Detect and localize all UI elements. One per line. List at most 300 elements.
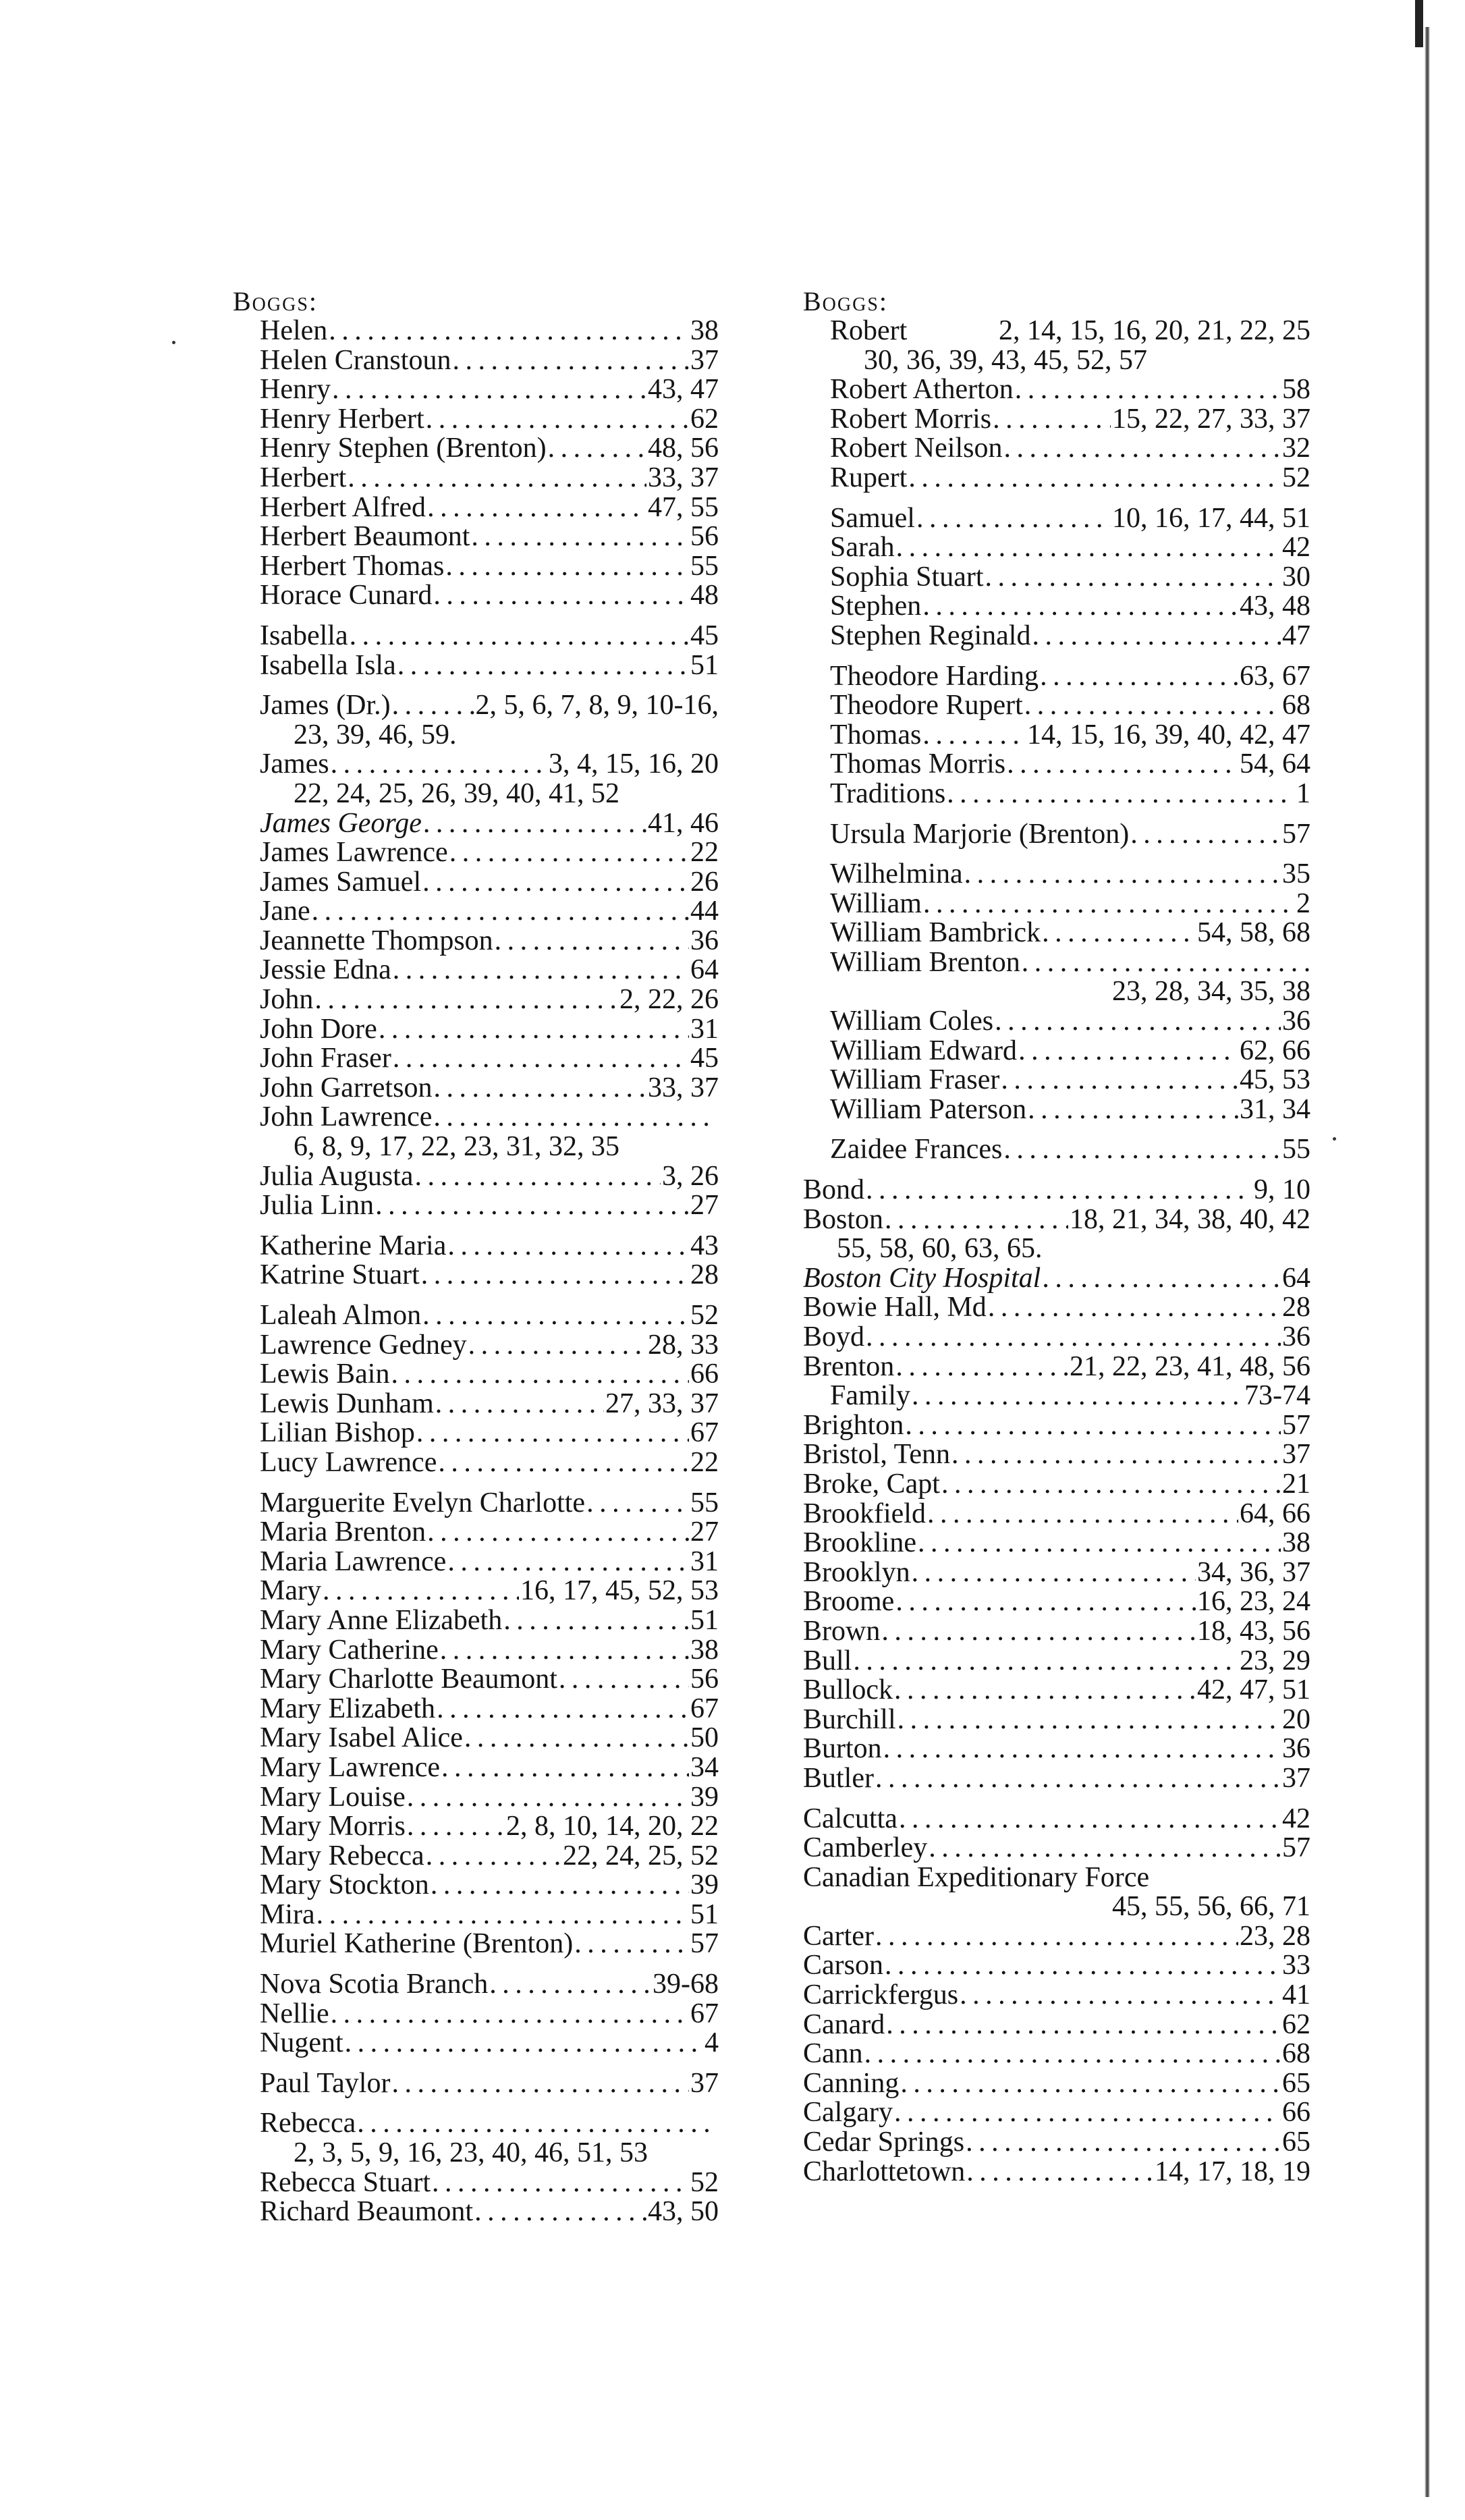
page-references: 47 (1282, 620, 1310, 651)
index-entry (803, 779, 1310, 809)
dot-leader (427, 1518, 689, 1547)
page-references: 23, 28 (1240, 1920, 1310, 1952)
dot-leader (1018, 1037, 1238, 1066)
page-references: 66 (690, 1359, 719, 1390)
index-entry (803, 1529, 1310, 1558)
index-entry (233, 1606, 719, 1636)
surname-heading: Boggs: (803, 286, 889, 317)
entry-name: Mary Rebecca (260, 1840, 424, 1871)
entry-name: James Samuel (260, 866, 422, 898)
entry-name: Traditions (830, 777, 946, 809)
page-references: 51 (690, 649, 719, 681)
dot-leader (431, 1871, 689, 1900)
entry-name: John Dore (260, 1013, 377, 1045)
entry-name: Isabella Isla (260, 649, 396, 681)
index-entry (803, 592, 1310, 622)
dot-leader (350, 622, 689, 651)
page-references: 16, 23, 24 (1197, 1586, 1310, 1618)
dot-leader (445, 552, 689, 582)
entry-name: Robert Atherton (830, 374, 1014, 406)
index-entry (803, 1440, 1310, 1470)
index-entry (233, 691, 719, 750)
page-references: 39-68 (653, 1969, 719, 2000)
entry-name: Mary Lawrence (260, 1751, 441, 1783)
index-entry (803, 1558, 1310, 1588)
page-references: 22, 24, 25, 52 (563, 1840, 719, 1871)
page-references: 62 (690, 403, 719, 435)
page-references: 33 (1282, 1950, 1310, 1981)
page-references: 58 (1282, 374, 1310, 406)
index-entry (233, 2197, 719, 2227)
page-references: 52 (690, 1300, 719, 1331)
index-column-right (803, 287, 1310, 2187)
page-references: 68 (1282, 690, 1310, 721)
page-references: 39 (690, 1869, 719, 1901)
page-references: 64, 66 (1240, 1498, 1310, 1529)
entry-name: Mary Morris (260, 1811, 406, 1842)
dot-leader (357, 2109, 717, 2139)
dot-leader (896, 533, 1281, 563)
entry-name: Family (830, 1380, 911, 1412)
index-entry (233, 1074, 719, 1103)
page-references: 31 (690, 1545, 719, 1577)
page-references: 68 (1282, 2038, 1310, 2070)
index-entry (233, 1489, 719, 1518)
entry-name: Rebecca (260, 2108, 356, 2139)
dot-leader (397, 651, 689, 681)
index-entry (803, 919, 1310, 948)
dot-leader (432, 2168, 689, 2198)
entry-name: Canadian Expeditionary Force (803, 1861, 1150, 1893)
entry-name: Sophia Stuart (830, 561, 984, 593)
entry-name: Maria Lawrence (260, 1545, 447, 1577)
entry-list (803, 317, 1310, 1165)
dot-leader (1022, 948, 1309, 978)
page-references: 45 (690, 620, 719, 651)
entry-name: Herbert Beaumont (260, 521, 470, 553)
index-entry (803, 860, 1310, 889)
index-entry (233, 346, 719, 376)
entry-name: Richard Beaumont (260, 2196, 474, 2228)
entry-name: Jane (260, 896, 310, 927)
dot-leader (908, 464, 1281, 493)
index-entry (233, 1577, 719, 1606)
page-references: 9, 10 (1254, 1174, 1310, 1206)
dot-leader (348, 464, 646, 493)
dot-leader (885, 1951, 1281, 1981)
dot-leader (966, 2158, 1153, 2187)
dot-leader (929, 1834, 1281, 1863)
page-references: 63, 67 (1240, 660, 1310, 692)
page-references: 51 (690, 1898, 719, 1930)
dot-leader (875, 1764, 1281, 1794)
dot-leader (449, 838, 689, 868)
page-references: 22 (690, 837, 719, 869)
page-references: 52 (690, 2166, 719, 2198)
index-entry (233, 838, 719, 868)
index-entry (233, 1390, 719, 1419)
dot-leader (960, 1981, 1281, 2010)
entry-name: Carrickfergus (803, 1979, 959, 2011)
dot-leader (345, 2029, 703, 2058)
page-references: 4 (704, 2027, 719, 2059)
index-entry (803, 317, 1310, 375)
entry-name: James (Dr.) (260, 690, 391, 721)
dot-leader (407, 1783, 689, 1813)
index-entry (803, 1834, 1310, 1863)
dot-leader (447, 1232, 689, 1261)
entry-name: Nova Scotia Branch (260, 1969, 489, 2000)
page-references: 34, 36, 37 (1197, 1556, 1310, 1588)
dot-leader (988, 1293, 1281, 1323)
dot-leader (433, 1074, 646, 1103)
index-entry (233, 1695, 719, 1724)
dot-leader (941, 1470, 1281, 1500)
entry-name: James Lawrence (260, 837, 448, 869)
page-references: 20 (1282, 1703, 1310, 1735)
page-references-continued: 22, 24, 25, 26, 39, 40, 41, 52 (294, 777, 619, 809)
index-entry (803, 889, 1310, 919)
index-entry (233, 1724, 719, 1753)
dot-leader (331, 2000, 689, 2029)
page-references: 2, 8, 10, 14, 20, 22 (506, 1811, 719, 1842)
index-entry (803, 1264, 1310, 1294)
index-entry (233, 1448, 719, 1478)
entry-name: Cann (803, 2038, 863, 2070)
entry-name: Thomas (830, 719, 922, 750)
page-references: 33, 37 (648, 462, 719, 493)
entry-name: Jessie Edna (260, 954, 391, 986)
entry-name: Samuel (830, 502, 915, 534)
page-references: 37 (690, 2067, 719, 2099)
entry-name: Robert Neilson (830, 433, 1003, 464)
dot-leader (423, 809, 646, 839)
index-entry (233, 1301, 719, 1331)
index-entry (233, 956, 719, 985)
page-references: 27 (690, 1516, 719, 1548)
index-entry (233, 1518, 719, 1547)
entry-name: Camberley (803, 1832, 928, 1864)
page-references: 21, 22, 23, 41, 48, 56 (1070, 1350, 1310, 1382)
index-entry (233, 405, 719, 435)
page-references: 34 (690, 1751, 719, 1783)
entry-name: Butler (803, 1762, 874, 1794)
page-references: 33, 37 (648, 1072, 719, 1103)
index-entry (803, 820, 1310, 850)
index-entry (803, 1205, 1310, 1264)
index-entry (233, 897, 719, 927)
dot-leader (379, 1015, 689, 1045)
index-entry (803, 375, 1310, 405)
page-references: 65 (1282, 2127, 1310, 2158)
index-entry (803, 750, 1310, 779)
dot-leader (323, 1577, 519, 1606)
page-references: 42 (1282, 532, 1310, 564)
entry-name: John Garretson (260, 1072, 433, 1103)
entry-name: John Lawrence (260, 1101, 433, 1133)
page-references: 52 (1282, 462, 1310, 493)
dot-leader (922, 592, 1238, 622)
page-references: 28, 33 (648, 1329, 719, 1361)
entry-name: Carter (803, 1920, 874, 1952)
dot-leader (1040, 662, 1238, 692)
dot-leader (993, 405, 1111, 435)
entry-name: William Edward (830, 1035, 1018, 1066)
surname-heading: Boggs: (233, 286, 319, 317)
entry-name: Brooklyn (803, 1556, 910, 1588)
index-entry (803, 1176, 1310, 1205)
dot-leader (894, 2098, 1281, 2128)
dot-leader (474, 2197, 646, 2227)
dot-leader (422, 868, 689, 898)
page-references-continued: 23, 28, 34, 35, 38 (1112, 976, 1310, 1008)
dot-leader (1028, 1095, 1238, 1125)
entry-name: William (830, 887, 922, 919)
index-entry (803, 1411, 1310, 1441)
index-entry (233, 927, 719, 956)
dot-leader (894, 1676, 1196, 1705)
index-entry (233, 1162, 719, 1192)
index-entry (803, 1981, 1310, 2010)
dot-leader (905, 1411, 1281, 1441)
page-references: 14, 17, 18, 19 (1155, 2156, 1310, 2187)
index-entry (803, 1381, 1310, 1411)
page-references: 54, 64 (1240, 748, 1310, 780)
index-entry (233, 750, 719, 809)
page-references: 36 (690, 925, 719, 956)
page-references: 45, 53 (1240, 1064, 1310, 1096)
dot-leader (331, 750, 547, 779)
index-entry (803, 1922, 1310, 1952)
entry-name: Calgary (803, 2097, 893, 2129)
entry-name: Herbert Thomas (260, 550, 445, 582)
page-references: 38 (690, 315, 719, 346)
entry-name: Maria Brenton (260, 1516, 426, 1548)
index-entry (233, 552, 719, 582)
dot-leader (853, 1647, 1238, 1676)
dot-leader (1024, 691, 1281, 721)
page-references-continued: 2, 3, 5, 9, 16, 23, 40, 46, 51, 53 (294, 2137, 648, 2169)
index-entry (803, 1863, 1310, 1922)
entry-name: Katherine Maria (260, 1230, 447, 1261)
index-entry (233, 2168, 719, 2198)
page-references: 67 (690, 1417, 719, 1449)
index-entry (233, 1191, 719, 1221)
entry-name: Henry Stephen (Brenton) (260, 433, 547, 464)
entry-name: Lewis Dunham (260, 1388, 434, 1419)
dot-leader (503, 1606, 689, 1636)
page-references-continued: 6, 8, 9, 17, 22, 23, 31, 32, 35 (294, 1131, 619, 1163)
page-references: 56 (690, 521, 719, 553)
entry-name: Burton (803, 1733, 882, 1765)
dot-leader (895, 1352, 1068, 1382)
dot-leader (489, 1970, 651, 2000)
index-entry (233, 493, 719, 523)
dot-leader (440, 1636, 689, 1666)
dot-leader (866, 1323, 1281, 1352)
entry-name: Carson (803, 1950, 883, 1981)
entry-name: Broke, Capt (803, 1468, 940, 1500)
dot-leader (495, 927, 689, 956)
page-references: 1 (1296, 777, 1310, 809)
page-references: 42 (1282, 1803, 1310, 1834)
page-references: 36 (1282, 1733, 1310, 1765)
dot-leader (895, 1587, 1196, 1617)
entry-name: Henry Herbert (260, 403, 424, 435)
index-entry (233, 2000, 719, 2029)
page-references: 2, 14, 15, 16, 20, 21, 22, 25 (999, 315, 1310, 346)
index-entry (233, 1783, 719, 1813)
dot-leader (1042, 1264, 1281, 1294)
page-references: 48 (690, 580, 719, 611)
page-references-continued: 45, 55, 56, 66, 71 (1112, 1891, 1310, 1923)
page-references: 47, 55 (648, 491, 719, 523)
entry-name: Henry (260, 374, 331, 406)
page-references: 27, 33, 37 (605, 1388, 719, 1419)
page-references: 3, 4, 15, 16, 20 (549, 748, 719, 780)
page-references: 31, 34 (1240, 1093, 1310, 1125)
index-entry (803, 1007, 1310, 1037)
entry-name: Stephen Reginald (830, 620, 1031, 651)
dot-leader (1042, 919, 1196, 948)
index-entry (233, 985, 719, 1015)
page-references: 55 (690, 1487, 719, 1518)
entry-name: Julia Augusta (260, 1160, 414, 1192)
dot-leader (964, 860, 1281, 889)
page-references: 36 (1282, 1006, 1310, 1037)
index-entry (803, 1676, 1310, 1705)
dot-leader (452, 346, 689, 376)
page-references: 22 (690, 1446, 719, 1478)
dot-leader (314, 985, 618, 1015)
dot-leader (375, 1191, 689, 1221)
page-references: 66 (1282, 2097, 1310, 2129)
entry-name: Lilian Bishop (260, 1417, 415, 1449)
index-entry (233, 522, 719, 552)
index-entry (803, 1135, 1310, 1165)
page-references: 51 (690, 1604, 719, 1636)
entry-name: Boston (803, 1203, 884, 1235)
index-entry (803, 622, 1310, 651)
dot-leader (897, 1705, 1281, 1735)
page-references: 28 (1282, 1292, 1310, 1323)
page-references: 41, 46 (648, 807, 719, 839)
dot-leader (966, 2128, 1281, 2158)
entry-name: Nugent (260, 2027, 343, 2059)
index-entry (233, 2109, 719, 2168)
dot-leader (332, 375, 646, 405)
page-references: 43, 48 (1240, 591, 1310, 622)
index-entry (233, 1547, 719, 1577)
entry-name: Cedar Springs (803, 2127, 965, 2158)
dot-leader (951, 1440, 1281, 1470)
dot-leader (427, 493, 646, 523)
entry-name: Brenton (803, 1350, 895, 1382)
index-entry (803, 2158, 1310, 2187)
dot-leader (916, 504, 1111, 534)
index-entry (233, 1812, 719, 1842)
index-entry (803, 1705, 1310, 1735)
entry-name: William Bambrick (830, 917, 1041, 949)
entry-name: John (260, 984, 314, 1016)
entry-name: Lawrence Gedney (260, 1329, 467, 1361)
entry-name: Bristol, Tenn (803, 1439, 950, 1471)
entry-name: Theodore Rupert (830, 690, 1023, 721)
dot-leader (426, 1842, 561, 1871)
page-references: 57 (1282, 1832, 1310, 1864)
index-entry (803, 504, 1310, 534)
page-references: 57 (1282, 1409, 1310, 1441)
page-references: 67 (690, 1693, 719, 1724)
entry-name: Mary Isabel Alice (260, 1722, 463, 1754)
entry-name: Laleah Almon (260, 1300, 422, 1331)
entry-name: Horace Cunard (260, 580, 433, 611)
entry-name: Brown (803, 1615, 881, 1647)
dot-leader (922, 721, 1026, 750)
index-entry (233, 434, 719, 464)
index-entry (803, 1293, 1310, 1323)
dot-leader (548, 434, 646, 464)
index-entry (233, 1331, 719, 1361)
entry-name: Boston City Hospital (803, 1262, 1041, 1294)
entry-name: Mary Catherine (260, 1634, 439, 1666)
entry-name: Herbert Alfred (260, 491, 426, 523)
index-entry (233, 809, 719, 839)
entry-name: Ursula Marjorie (Brenton) (830, 818, 1130, 850)
entry-name: Zaidee Frances (830, 1134, 1003, 1166)
dot-leader (447, 1547, 689, 1577)
dot-leader (885, 1205, 1068, 1235)
entry-name: Mary Elizabeth (260, 1693, 436, 1724)
index-entry (233, 581, 719, 611)
dot-leader (586, 1489, 689, 1518)
entry-name: William Coles (830, 1006, 994, 1037)
dot-leader (1130, 820, 1281, 850)
entry-name: William Paterson (830, 1093, 1027, 1125)
dot-leader (923, 889, 1295, 919)
dot-leader (927, 1500, 1238, 1529)
page-references: 48, 56 (648, 433, 719, 464)
dot-leader (471, 522, 689, 552)
entry-name: Mira (260, 1898, 315, 1930)
index-entry (233, 1015, 719, 1045)
page-references: 37 (690, 344, 719, 376)
page-references: 18, 21, 34, 38, 40, 42 (1070, 1203, 1310, 1235)
index-entry (803, 2128, 1310, 2158)
entry-list (233, 317, 719, 2227)
index-entry (803, 563, 1310, 593)
entry-name: Canning (803, 2067, 900, 2099)
page-references: 27 (690, 1190, 719, 1222)
index-entry (803, 464, 1310, 493)
entry-name: Thomas Morris (830, 748, 1006, 780)
entry-name: Julia Linn (260, 1190, 375, 1222)
index-entry (233, 375, 719, 405)
entry-name: Lewis Bain (260, 1359, 390, 1390)
entry-name: Jeannette Thompson (260, 925, 493, 956)
entry-name: Helen Cranstoun (260, 344, 451, 376)
index-entry (233, 1636, 719, 1666)
entry-name: Marguerite Evelyn Charlotte (260, 1487, 586, 1518)
index-entry (233, 1044, 719, 1074)
dot-leader (416, 1419, 689, 1448)
entry-name: Isabella (260, 620, 348, 651)
stray-mark (1333, 1137, 1336, 1141)
page-references: 65 (1282, 2067, 1310, 2099)
entry-name: Charlottetown (803, 2156, 966, 2187)
page-references: 62, 66 (1240, 1035, 1310, 1066)
dot-leader (1001, 1066, 1238, 1095)
